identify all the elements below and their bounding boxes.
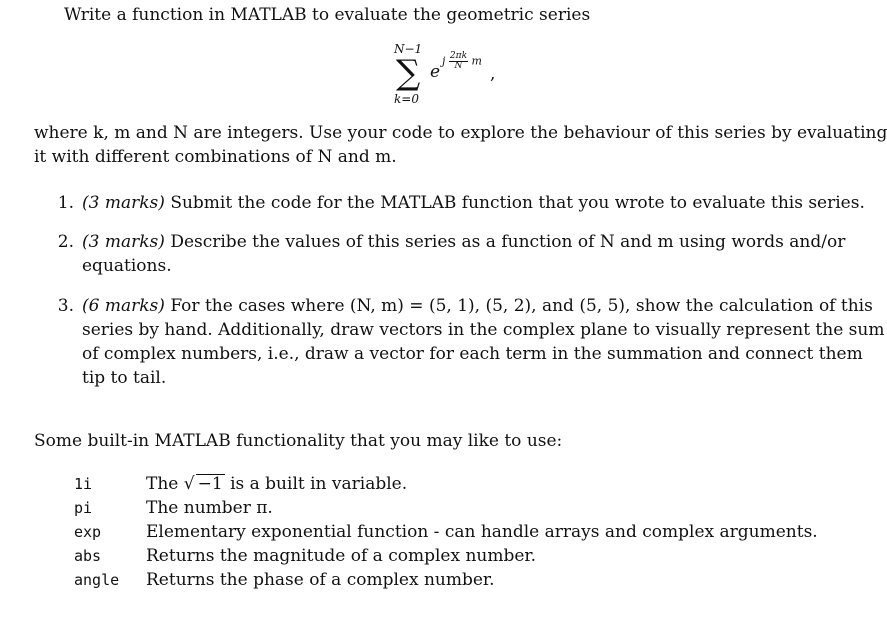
sqrt-argument: −1 — [197, 474, 223, 494]
question-1-number: 1. — [57, 193, 74, 213]
exponent-j: j — [442, 54, 446, 68]
question-3-line-1: For the cases where (N, m) = (5, 1), (5, 2), and (5, 5), show the calculation of this — [170, 296, 873, 316]
sqrt-symbol: √ — [183, 474, 195, 494]
builtin-code-1i: 1i — [74, 475, 93, 493]
question-1-line-1: Submit the code for the MATLAB function that you wrote to evaluate this series. — [170, 193, 865, 213]
question-1-text — [82, 192, 865, 214]
builtin-desc-1i-pre: The — [146, 474, 184, 494]
intro-text: Write a function in MATLAB to evaluate the geometric series — [64, 5, 591, 25]
builtin-desc-abs: Returns the magnitude of a complex number. — [146, 546, 537, 566]
where-line-2: it with different combinations of N and m. — [34, 147, 397, 167]
sum-lower-limit: k=0 — [394, 92, 419, 106]
question-3-line-2: series by hand. Additionally, draw vectors in the complex plane to visually represent the sum — [82, 320, 885, 340]
builtin-desc-exp: Elementary exponential function - can handle arrays and complex arguments. — [146, 522, 818, 542]
where-line-1: where k, m and N are integers. Use your code to explore the behaviour of this series by evaluating — [34, 123, 887, 143]
builtin-desc-1i — [146, 473, 407, 495]
question-1-marks: (3 marks) — [82, 193, 165, 213]
exponent-m: m — [471, 54, 482, 68]
exponent — [442, 52, 482, 71]
question-2-number: 2. — [57, 232, 74, 252]
exponent-fraction — [449, 52, 468, 71]
builtin-code-pi: pi — [74, 499, 93, 517]
exponent-numerator: 2πk — [449, 51, 468, 61]
builtin-desc-1i-post: is a built in variable. — [224, 474, 408, 494]
question-3-marks: (6 marks) — [82, 296, 165, 316]
builtin-desc-pi: The number π. — [146, 498, 273, 518]
builtin-code-angle: angle — [74, 571, 120, 589]
question-3-line-4: tip to tail. — [82, 368, 167, 388]
builtin-code-abs: abs — [74, 547, 102, 565]
question-3-number: 3. — [57, 296, 74, 316]
equation-comma: , — [490, 64, 496, 84]
question-2-line-1: Describe the values of this series as a function of N and m using words and/or — [170, 232, 846, 252]
question-2-line-2: equations. — [82, 256, 172, 276]
builtin-code-exp: exp — [74, 523, 102, 541]
question-3-text — [82, 295, 873, 317]
question-2-text — [82, 231, 845, 253]
geometric-series-equation — [390, 40, 520, 110]
summation-symbol: ∑ — [396, 53, 421, 93]
sum-upper-limit: N−1 — [394, 42, 423, 56]
question-2-marks: (3 marks) — [82, 232, 165, 252]
question-3-line-3: of complex numbers, i.e., draw a vector for each term in the summation and connect them — [82, 344, 863, 364]
builtin-desc-angle: Returns the phase of a complex number. — [146, 570, 495, 590]
exponent-denominator: N — [454, 61, 463, 71]
exponential-base: e — [430, 62, 441, 82]
builtin-heading: Some built-in MATLAB functionality that you may like to use: — [34, 431, 563, 451]
